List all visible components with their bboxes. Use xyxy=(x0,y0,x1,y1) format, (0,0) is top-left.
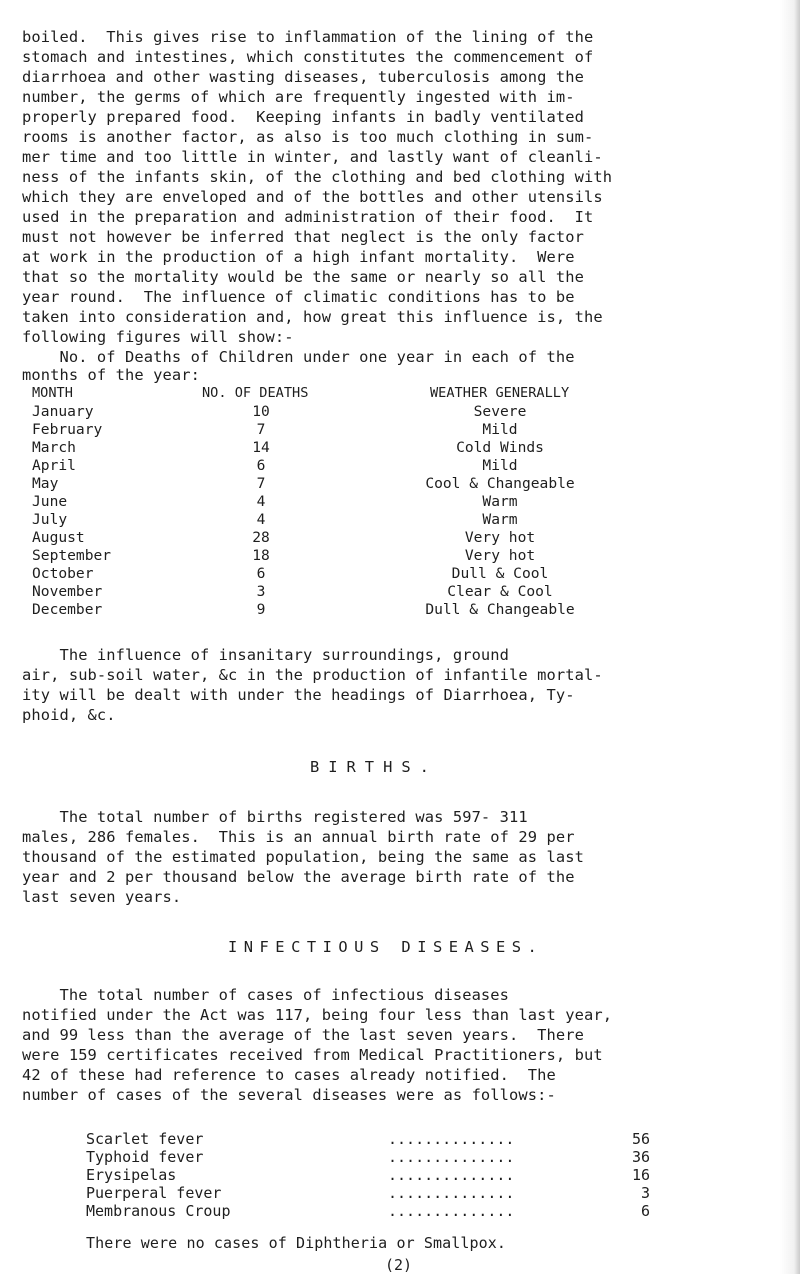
disease-name: Erysipelas xyxy=(86,1166,177,1184)
cell-deaths: 28 xyxy=(252,529,270,546)
text-line: rooms is another factor, as also is too much clothing in sum- xyxy=(22,128,594,146)
cell-weather: Cold Winds xyxy=(456,439,544,456)
cell-month: September xyxy=(32,547,112,564)
cell-weather: Clear & Cool xyxy=(447,583,553,600)
disease-count: 3 xyxy=(640,1184,650,1202)
cell-weather: Mild xyxy=(482,457,518,474)
header-deaths: NO. OF DEATHS xyxy=(202,385,309,401)
cell-deaths: 4 xyxy=(256,493,266,510)
text-line: that so the mortality would be the same or nearly so all the xyxy=(22,268,584,286)
page-number: (2) xyxy=(385,1256,413,1274)
cell-month: November xyxy=(32,583,103,600)
dot-leader: .............. xyxy=(388,1130,515,1148)
text-line: number, the germs of which are frequently ingested with im- xyxy=(22,88,575,106)
cell-deaths: 6 xyxy=(256,565,266,582)
cell-month: December xyxy=(32,601,103,618)
text-line: following figures will show:- xyxy=(22,328,294,346)
cell-weather: Severe xyxy=(473,403,527,420)
text-line: number of cases of the several diseases were as follows:- xyxy=(22,1086,556,1104)
text-line: air, sub-soil water, &c in the production of infantile mortal- xyxy=(22,666,603,684)
text-line: mer time and too little in winter, and lastly want of cleanli- xyxy=(22,148,603,166)
text-line: phoid, &c. xyxy=(22,706,116,724)
cell-deaths: 14 xyxy=(252,439,270,456)
text-line: 42 of these had reference to cases already notified. The xyxy=(22,1066,556,1084)
text-line: year and 2 per thousand below the average birth rate of the xyxy=(22,868,575,886)
text-line: stomach and intestines, which constitutes the commencement of xyxy=(22,48,594,66)
cell-month: February xyxy=(32,421,103,438)
births-heading: BIRTHS. xyxy=(310,758,438,776)
cell-weather: Very hot xyxy=(464,547,536,564)
disease-count: 6 xyxy=(640,1202,650,1220)
text-line: must not however be inferred that neglect is the only factor xyxy=(22,228,584,246)
text-line: were 159 certificates received from Medical Practitioners, but xyxy=(22,1046,603,1064)
disease-name: Scarlet fever xyxy=(86,1130,204,1148)
page-edge-shadow xyxy=(780,0,800,1274)
dot-leader: .............. xyxy=(388,1184,515,1202)
cell-deaths: 6 xyxy=(256,457,266,474)
table-row xyxy=(0,403,800,421)
table-row xyxy=(0,547,800,565)
cell-weather: Very hot xyxy=(464,529,536,546)
text-line: boiled. This gives rise to inflammation of the lining of the xyxy=(22,28,594,46)
header-weather: WEATHER GENERALLY xyxy=(430,385,570,401)
cell-deaths: 4 xyxy=(256,511,266,528)
text-line: taken into consideration and, how great this influence is, the xyxy=(22,308,603,326)
list-item xyxy=(0,1130,800,1148)
dot-leader: .............. xyxy=(388,1202,515,1220)
cell-deaths: 7 xyxy=(256,421,266,438)
disease-count: 36 xyxy=(631,1148,650,1166)
cell-weather: Cool & Changeable xyxy=(425,475,575,492)
table-row xyxy=(0,529,800,547)
disease-count: 16 xyxy=(631,1166,650,1184)
dot-leader: .............. xyxy=(388,1148,515,1166)
text-line: properly prepared food. Keeping infants in badly ventilated xyxy=(22,108,584,126)
table-row xyxy=(0,475,800,493)
table-row xyxy=(0,457,800,475)
list-item xyxy=(0,1148,800,1166)
text-line: year round. The influence of climatic conditions has to be xyxy=(22,288,575,306)
text-line: at work in the production of a high infant mortality. Were xyxy=(22,248,575,266)
cell-month: March xyxy=(32,439,76,456)
cell-deaths: 9 xyxy=(256,601,266,618)
text-line: and 99 less than the average of the last seven years. There xyxy=(22,1026,584,1044)
text-line: which they are enveloped and of the bottles and other utensils xyxy=(22,188,603,206)
text-line: diarrhoea and other wasting diseases, tuberculosis among the xyxy=(22,68,584,86)
disease-name: Typhoid fever xyxy=(86,1148,204,1166)
cell-deaths: 7 xyxy=(256,475,266,492)
infectious-diseases-heading: INFECTIOUS DISEASES. xyxy=(228,938,544,956)
text-line: No. of Deaths of Children under one year in each of the xyxy=(22,348,575,366)
cell-deaths: 3 xyxy=(256,583,266,600)
cell-month: January xyxy=(32,403,94,420)
cell-deaths: 10 xyxy=(252,403,270,420)
list-item xyxy=(0,1202,800,1220)
cell-month: June xyxy=(32,493,68,510)
table-row xyxy=(0,421,800,439)
table-row xyxy=(0,583,800,601)
table-row xyxy=(0,565,800,583)
text-line: months of the year: xyxy=(22,366,200,384)
text-line: The total number of births registered was 597- 311 xyxy=(22,808,528,826)
text-line: ity will be dealt with under the headings of Diarrhoea, Ty- xyxy=(22,686,575,704)
cell-weather: Warm xyxy=(482,511,518,528)
text-line: ness of the infants skin, of the clothing and bed clothing with xyxy=(22,168,613,186)
table-row xyxy=(0,493,800,511)
cell-month: July xyxy=(32,511,68,528)
header-month: MONTH xyxy=(32,385,73,401)
text-line: thousand of the estimated population, being the same as last xyxy=(22,848,584,866)
disease-count: 56 xyxy=(631,1130,650,1148)
diphtheria-note: There were no cases of Diphtheria or Smallpox. xyxy=(86,1234,507,1252)
text-line: notified under the Act was 117, being four less than last year, xyxy=(22,1006,613,1024)
cell-deaths: 18 xyxy=(252,547,270,564)
text-line: The influence of insanitary surroundings, ground xyxy=(22,646,510,664)
disease-name: Puerperal fever xyxy=(86,1184,222,1202)
dot-leader: .............. xyxy=(388,1166,515,1184)
table-row xyxy=(0,511,800,529)
text-line: used in the preparation and administration of their food. It xyxy=(22,208,594,226)
list-item xyxy=(0,1184,800,1202)
text-line: last seven years. xyxy=(22,888,182,906)
disease-name: Membranous Croup xyxy=(86,1202,231,1220)
cell-weather: Warm xyxy=(482,493,518,510)
table-row xyxy=(0,439,800,457)
list-item xyxy=(0,1166,800,1184)
cell-weather: Mild xyxy=(482,421,518,438)
cell-month: October xyxy=(32,565,94,582)
text-line: The total number of cases of infectious diseases xyxy=(22,986,510,1004)
cell-weather: Dull & Changeable xyxy=(425,601,575,618)
table-row xyxy=(0,601,800,619)
cell-month: April xyxy=(32,457,76,474)
cell-month: May xyxy=(32,475,59,492)
cell-month: August xyxy=(32,529,85,546)
cell-weather: Dull & Cool xyxy=(451,565,549,582)
text-line: males, 286 females. This is an annual birth rate of 29 per xyxy=(22,828,575,846)
